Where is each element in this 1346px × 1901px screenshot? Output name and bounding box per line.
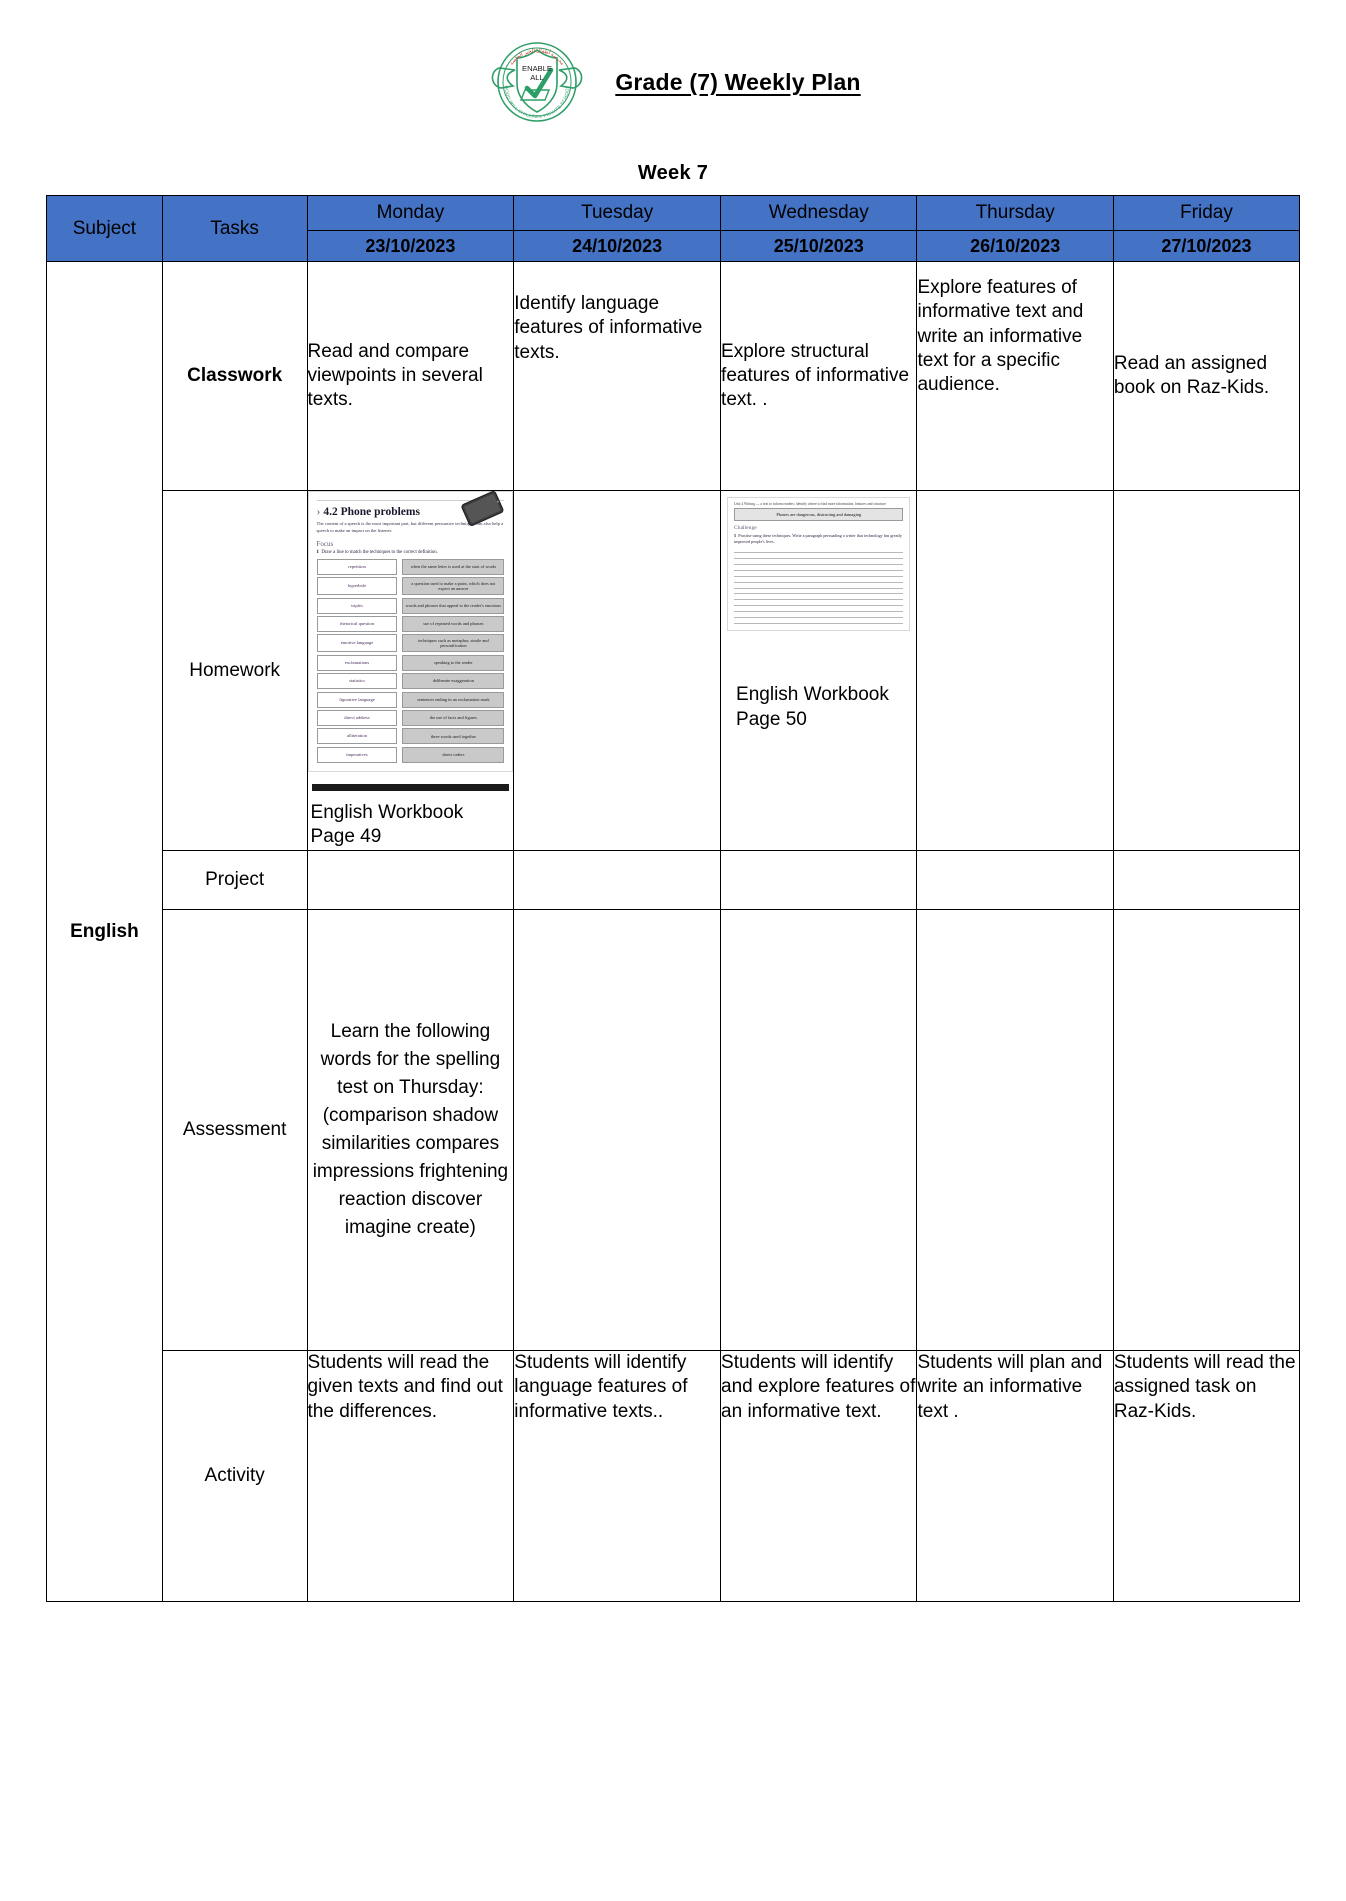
cell-homework-thursday <box>917 491 1113 851</box>
match-row: direct address the use of facts and figures <box>317 710 505 726</box>
date-wednesday: 25/10/2023 <box>721 231 917 262</box>
cell-project-tuesday <box>514 851 721 910</box>
svg-text:ENABLE: ENABLE <box>522 64 553 73</box>
week-label: Week 7 <box>637 162 709 184</box>
table-row-activity <box>47 1351 1300 1602</box>
col-header-friday: Friday <box>1113 196 1299 231</box>
match-row: repetition when the same letter is used at the start of words <box>317 559 505 575</box>
task-label-classwork: Classwork <box>162 262 307 491</box>
page-title: Grade (7) Weekly Plan <box>615 68 861 95</box>
subject-english: English <box>47 262 163 1602</box>
svg-text:GOOD WILL CHILDREN PRIVATE SCH: GOOD WILL CHILDREN PRIVATE SCHOOL <box>504 85 571 120</box>
cell-project-wednesday <box>721 851 917 910</box>
match-row: hyperbole a question used to make a point, which does not expect an answer <box>317 577 505 595</box>
table-row-assessment <box>47 910 1300 1351</box>
match-row: figurative language sentences ending in an exclamation mark <box>317 692 505 708</box>
date-tuesday: 24/10/2023 <box>514 231 721 262</box>
cell-assessment-thursday <box>917 910 1113 1351</box>
table-row-homework <box>47 491 1300 851</box>
cell-activity-friday: Students will read the assigned task on Raz-Kids. <box>1113 1351 1299 1602</box>
worksheet-match-rows <box>317 559 505 763</box>
worksheet2-challenge-label: Challenge <box>734 525 757 531</box>
document-header <box>0 0 1346 134</box>
cell-assessment-monday: Learn the following words for the spelling test on Thursday: (comparison shadow similarities compares impressions frightening reaction discover imagine create) <box>307 910 514 1351</box>
homework-wednesday-text: English Workbook Page 50 <box>736 684 889 730</box>
worksheet2-header-note: Unit 4 Writing — a text to inform readers; identify where to find more information, features and structure <box>734 502 886 506</box>
worksheet-wednesday-image <box>727 497 910 631</box>
col-header-subject: Subject <box>47 196 163 262</box>
cell-activity-monday: Students will read the given texts and find out the differences. <box>307 1351 514 1602</box>
task-label-assessment: Assessment <box>162 910 307 1351</box>
cell-classwork-wednesday: Explore structural features of informative text. . <box>721 262 917 491</box>
table-row-project <box>47 851 1300 910</box>
match-row: exclamations speaking to the reader <box>317 655 505 671</box>
cell-project-friday <box>1113 851 1299 910</box>
worksheet-intro: The content of a speech is the most important part, but different persuasive techniques can also help a speech to make an impact on the listener. <box>316 521 504 533</box>
cell-homework-tuesday <box>514 491 721 851</box>
cell-homework-friday <box>1113 491 1299 851</box>
worksheet2-question: 5 Practise using these techniques. Write a paragraph persuading a writer that technology has greatly improved people's lives. <box>734 533 902 545</box>
cell-homework-monday <box>307 491 514 851</box>
match-row: statistics deliberate exaggeration <box>317 673 505 689</box>
cell-activity-tuesday: Students will identify language features of informative texts.. <box>514 1351 721 1602</box>
svg-text:ALL: ALL <box>530 73 545 82</box>
match-row: triples words and phrases that appeal to the reader's emotions <box>317 598 505 614</box>
cell-classwork-thursday: Explore features of informative text and write an informative text for a specific audience. <box>917 262 1113 491</box>
col-header-wednesday: Wednesday <box>721 196 917 231</box>
table-row-classwork <box>47 262 1300 491</box>
worksheet2-statement-box: Phones are dangerous, distracting and damaging <box>734 508 903 521</box>
cell-activity-thursday: Students will plan and write an informative text . <box>917 1351 1113 1602</box>
col-header-monday: Monday <box>307 196 514 231</box>
col-header-tuesday: Tuesday <box>514 196 721 231</box>
homework-monday-caption: English Workbook Page 49 <box>310 801 464 848</box>
cell-classwork-tuesday: Identify language features of informative texts. <box>514 262 721 491</box>
weekly-plan-table <box>46 195 1300 1602</box>
task-label-homework: Homework <box>162 491 307 851</box>
match-row: rhetorical question use of repeated words and phrases <box>317 616 505 632</box>
chevron-right-icon: › <box>316 506 321 518</box>
cell-assessment-friday <box>1113 910 1299 1351</box>
worksheet-question: 1 Draw a line to match the techniques to the correct definition. <box>316 549 438 555</box>
plan-table-wrapper <box>0 195 1346 1602</box>
cell-assessment-tuesday <box>514 910 721 1351</box>
cell-activity-wednesday: Students will identify and explore features of an informative text. <box>721 1351 917 1602</box>
col-header-tasks: Tasks <box>162 196 307 262</box>
match-row: imperatives direct orders <box>317 747 505 763</box>
cell-classwork-monday: Read and compare viewpoints in several texts. <box>307 262 514 491</box>
school-logo <box>485 30 589 134</box>
worksheet-focus-label: Focus <box>316 539 334 548</box>
worksheet-divider-bar <box>312 784 510 791</box>
match-row: emotive language techniques such as metaphor, simile and personification <box>317 634 505 652</box>
worksheet-monday-image <box>308 491 514 772</box>
cell-project-monday <box>307 851 514 910</box>
col-header-thursday: Thursday <box>917 196 1113 231</box>
task-label-activity: Activity <box>162 1351 307 1602</box>
cell-project-thursday <box>917 851 1113 910</box>
date-monday: 23/10/2023 <box>307 231 514 262</box>
cell-assessment-wednesday <box>721 910 917 1351</box>
task-label-project: Project <box>162 851 307 910</box>
svg-text:مدرسة أطفال الخير الخاصة: مدرسة أطفال الخير الخاصة <box>509 47 566 67</box>
table-header-row <box>47 196 1300 231</box>
cell-classwork-friday: Read an assigned book on Raz-Kids. <box>1113 262 1299 491</box>
cell-homework-wednesday <box>721 491 917 851</box>
date-friday: 27/10/2023 <box>1113 231 1299 262</box>
match-row: alliteration three words used together <box>317 728 505 744</box>
worksheet2-answer-lines <box>734 550 903 625</box>
worksheet-section-title: › 4.2 Phone problems <box>316 506 420 518</box>
date-thursday: 26/10/2023 <box>917 231 1113 262</box>
